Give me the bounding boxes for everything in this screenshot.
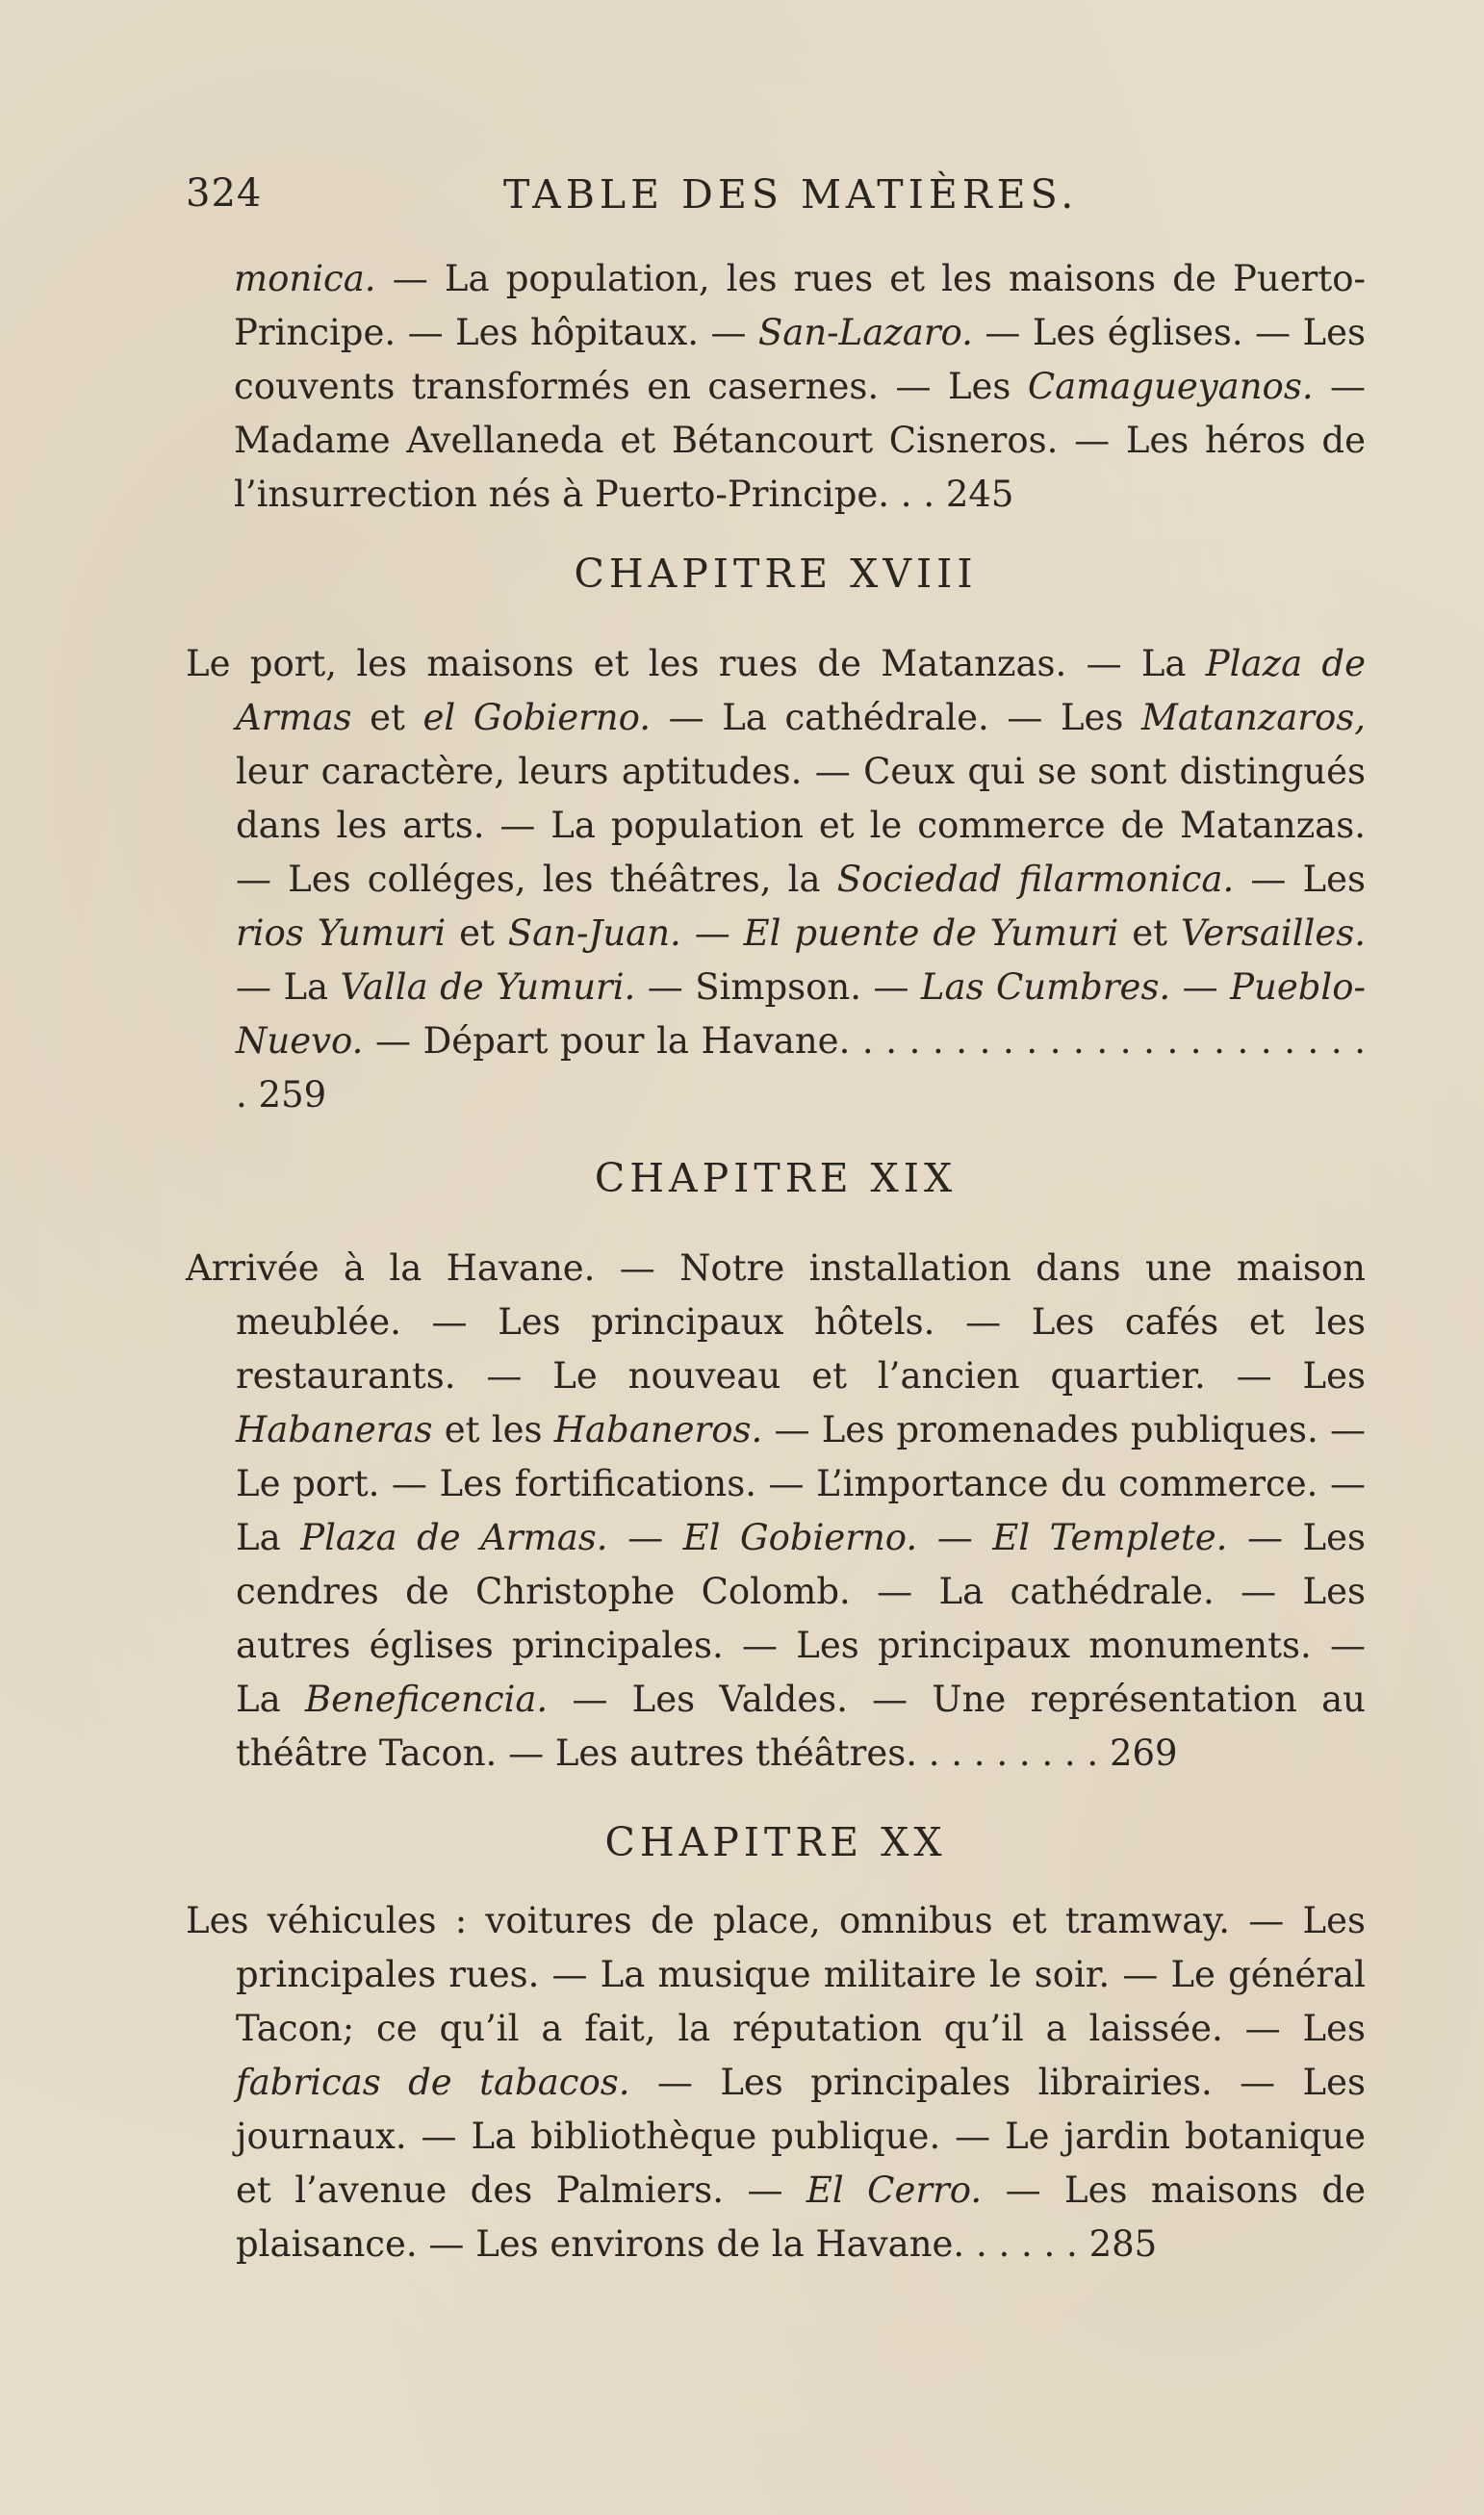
- text-segment: — Les églises. — Les couvents transformés en casernes. — Les: [234, 312, 1366, 407]
- text-segment: monica.: [234, 258, 376, 299]
- text-segment: leur caractère, leurs aptitudes. — Ceux qui se sont distingués dans les arts. — La population et le commerce de Matanzas. — Les colléges, les théâtres, la: [236, 751, 1366, 900]
- text-segment: — Madame Avellaneda et Bétancourt Cisneros. — Les héros de l’insurrection nés à Puerto-Principe. . .: [234, 366, 1367, 515]
- text-segment: et: [446, 912, 508, 954]
- text-segment: rios Yumuri: [236, 912, 447, 954]
- toc-entry-xviii: [186, 637, 1366, 1122]
- page-header: [186, 171, 1369, 229]
- text-segment: — La population, les rues et les maisons de Puerto-Principe. — Les hôpitaux. —: [234, 258, 1366, 353]
- chapter-heading-xix: CHAPITRE XIX: [594, 1155, 958, 1201]
- entry-text: [186, 252, 1366, 522]
- text-segment: Plaza de Armas.: [300, 1517, 608, 1558]
- text-segment: et: [351, 697, 423, 738]
- text-segment: El puente de Yumuri: [743, 912, 1119, 954]
- page-reference: 269: [1109, 1732, 1178, 1774]
- text-segment: Valla de Yumuri.: [340, 966, 636, 1008]
- text-segment: fabricas de tabacos.: [236, 2062, 630, 2103]
- text-segment: San-Juan.: [507, 912, 681, 954]
- text-segment: et: [1118, 912, 1181, 954]
- text-segment: — Simpson. —: [635, 966, 921, 1008]
- text-segment: Sociedad filarmonica.: [836, 859, 1235, 900]
- entry-text: [186, 1894, 1366, 2271]
- page-reference: 245: [945, 474, 1014, 515]
- text-segment: — Les principales librairies. — Les journaux. — La bibliothèque publique. — Le jardin botanique et l’avenue des Palmiers. —: [236, 2062, 1366, 2211]
- text-segment: Beneficencia.: [304, 1679, 549, 1720]
- page-reference: 259: [258, 1074, 327, 1116]
- text-segment: — La: [236, 966, 341, 1008]
- page-number: 324: [186, 171, 263, 216]
- chapter-heading-xx: CHAPITRE XX: [604, 1819, 947, 1865]
- text-segment: — Les maisons de plaisance. — Les environs de la Havane. . . . . .: [236, 2169, 1366, 2265]
- toc-entry-continuation: [186, 252, 1366, 522]
- text-segment: El Gobierno.: [682, 1517, 918, 1558]
- text-segment: Habaneras: [236, 1409, 433, 1450]
- toc-entry-xx: [186, 1894, 1366, 2271]
- toc-entry-xix: [186, 1242, 1366, 1781]
- text-segment: San-Lazaro.: [757, 312, 973, 353]
- text-segment: —: [680, 912, 744, 954]
- page-reference: 285: [1088, 2223, 1158, 2265]
- chapter-heading-xviii: CHAPITRE XVIII: [574, 551, 978, 597]
- entry-text: [186, 1242, 1366, 1781]
- text-segment: Les véhicules : voitures de place, omnibus et tramway. — Les principales rues. — La musique militaire le soir. — Le général Tacon; ce qu’il a fait, la réputation qu’il a laissée. — Les: [186, 1900, 1366, 2049]
- text-segment: Pueblo-Nuevo.: [236, 966, 1367, 1062]
- text-segment: Le port, les maisons et les rues de Matanzas. — La: [186, 643, 1206, 684]
- text-segment: —: [1170, 966, 1231, 1008]
- text-segment: — Les: [1234, 859, 1366, 900]
- text-segment: Arrivée à la Havane. — Notre installation dans une maison meublée. — Les principaux hôtels. — Les cafés et les restaurants. — Le nouveau et l’ancien quartier. — Les: [186, 1247, 1366, 1397]
- running-title: TABLE DES MATIÈRES.: [503, 171, 1079, 218]
- text-segment: el Gobierno.: [422, 697, 652, 738]
- text-segment: Versailles.: [1180, 912, 1366, 954]
- text-segment: et les: [432, 1409, 554, 1450]
- text-segment: — Départ pour la Havane. . . . . . . . . . . . . . . . . . . . . . . .: [236, 1020, 1366, 1116]
- text-segment: —: [917, 1517, 993, 1558]
- text-segment: Habaneros.: [553, 1409, 763, 1450]
- text-segment: Las Cumbres.: [920, 966, 1171, 1008]
- text-segment: El Cerro.: [806, 2169, 983, 2211]
- text-segment: — Les promenades publiques. — Le port. — Les fortifications. — L’importance du commerce. — La: [236, 1409, 1366, 1558]
- text-segment: Plaza de Armas: [236, 643, 1366, 738]
- text-segment: Camagueyanos.: [1027, 366, 1314, 407]
- text-segment: — Les Valdes. — Une représentation au théâtre Tacon. — Les autres théâtres. . . . . . . . .: [236, 1679, 1366, 1774]
- text-segment: Matanzaros,: [1141, 697, 1366, 738]
- text-segment: — La cathédrale. — Les: [651, 697, 1142, 738]
- text-segment: —: [607, 1517, 683, 1558]
- text-segment: El Templete.: [992, 1517, 1228, 1558]
- text-segment: — Les cendres de Christophe Colomb. — La cathédrale. — Les autres églises principales. — Les principaux monuments. — La: [236, 1517, 1366, 1720]
- entry-text: [186, 637, 1366, 1122]
